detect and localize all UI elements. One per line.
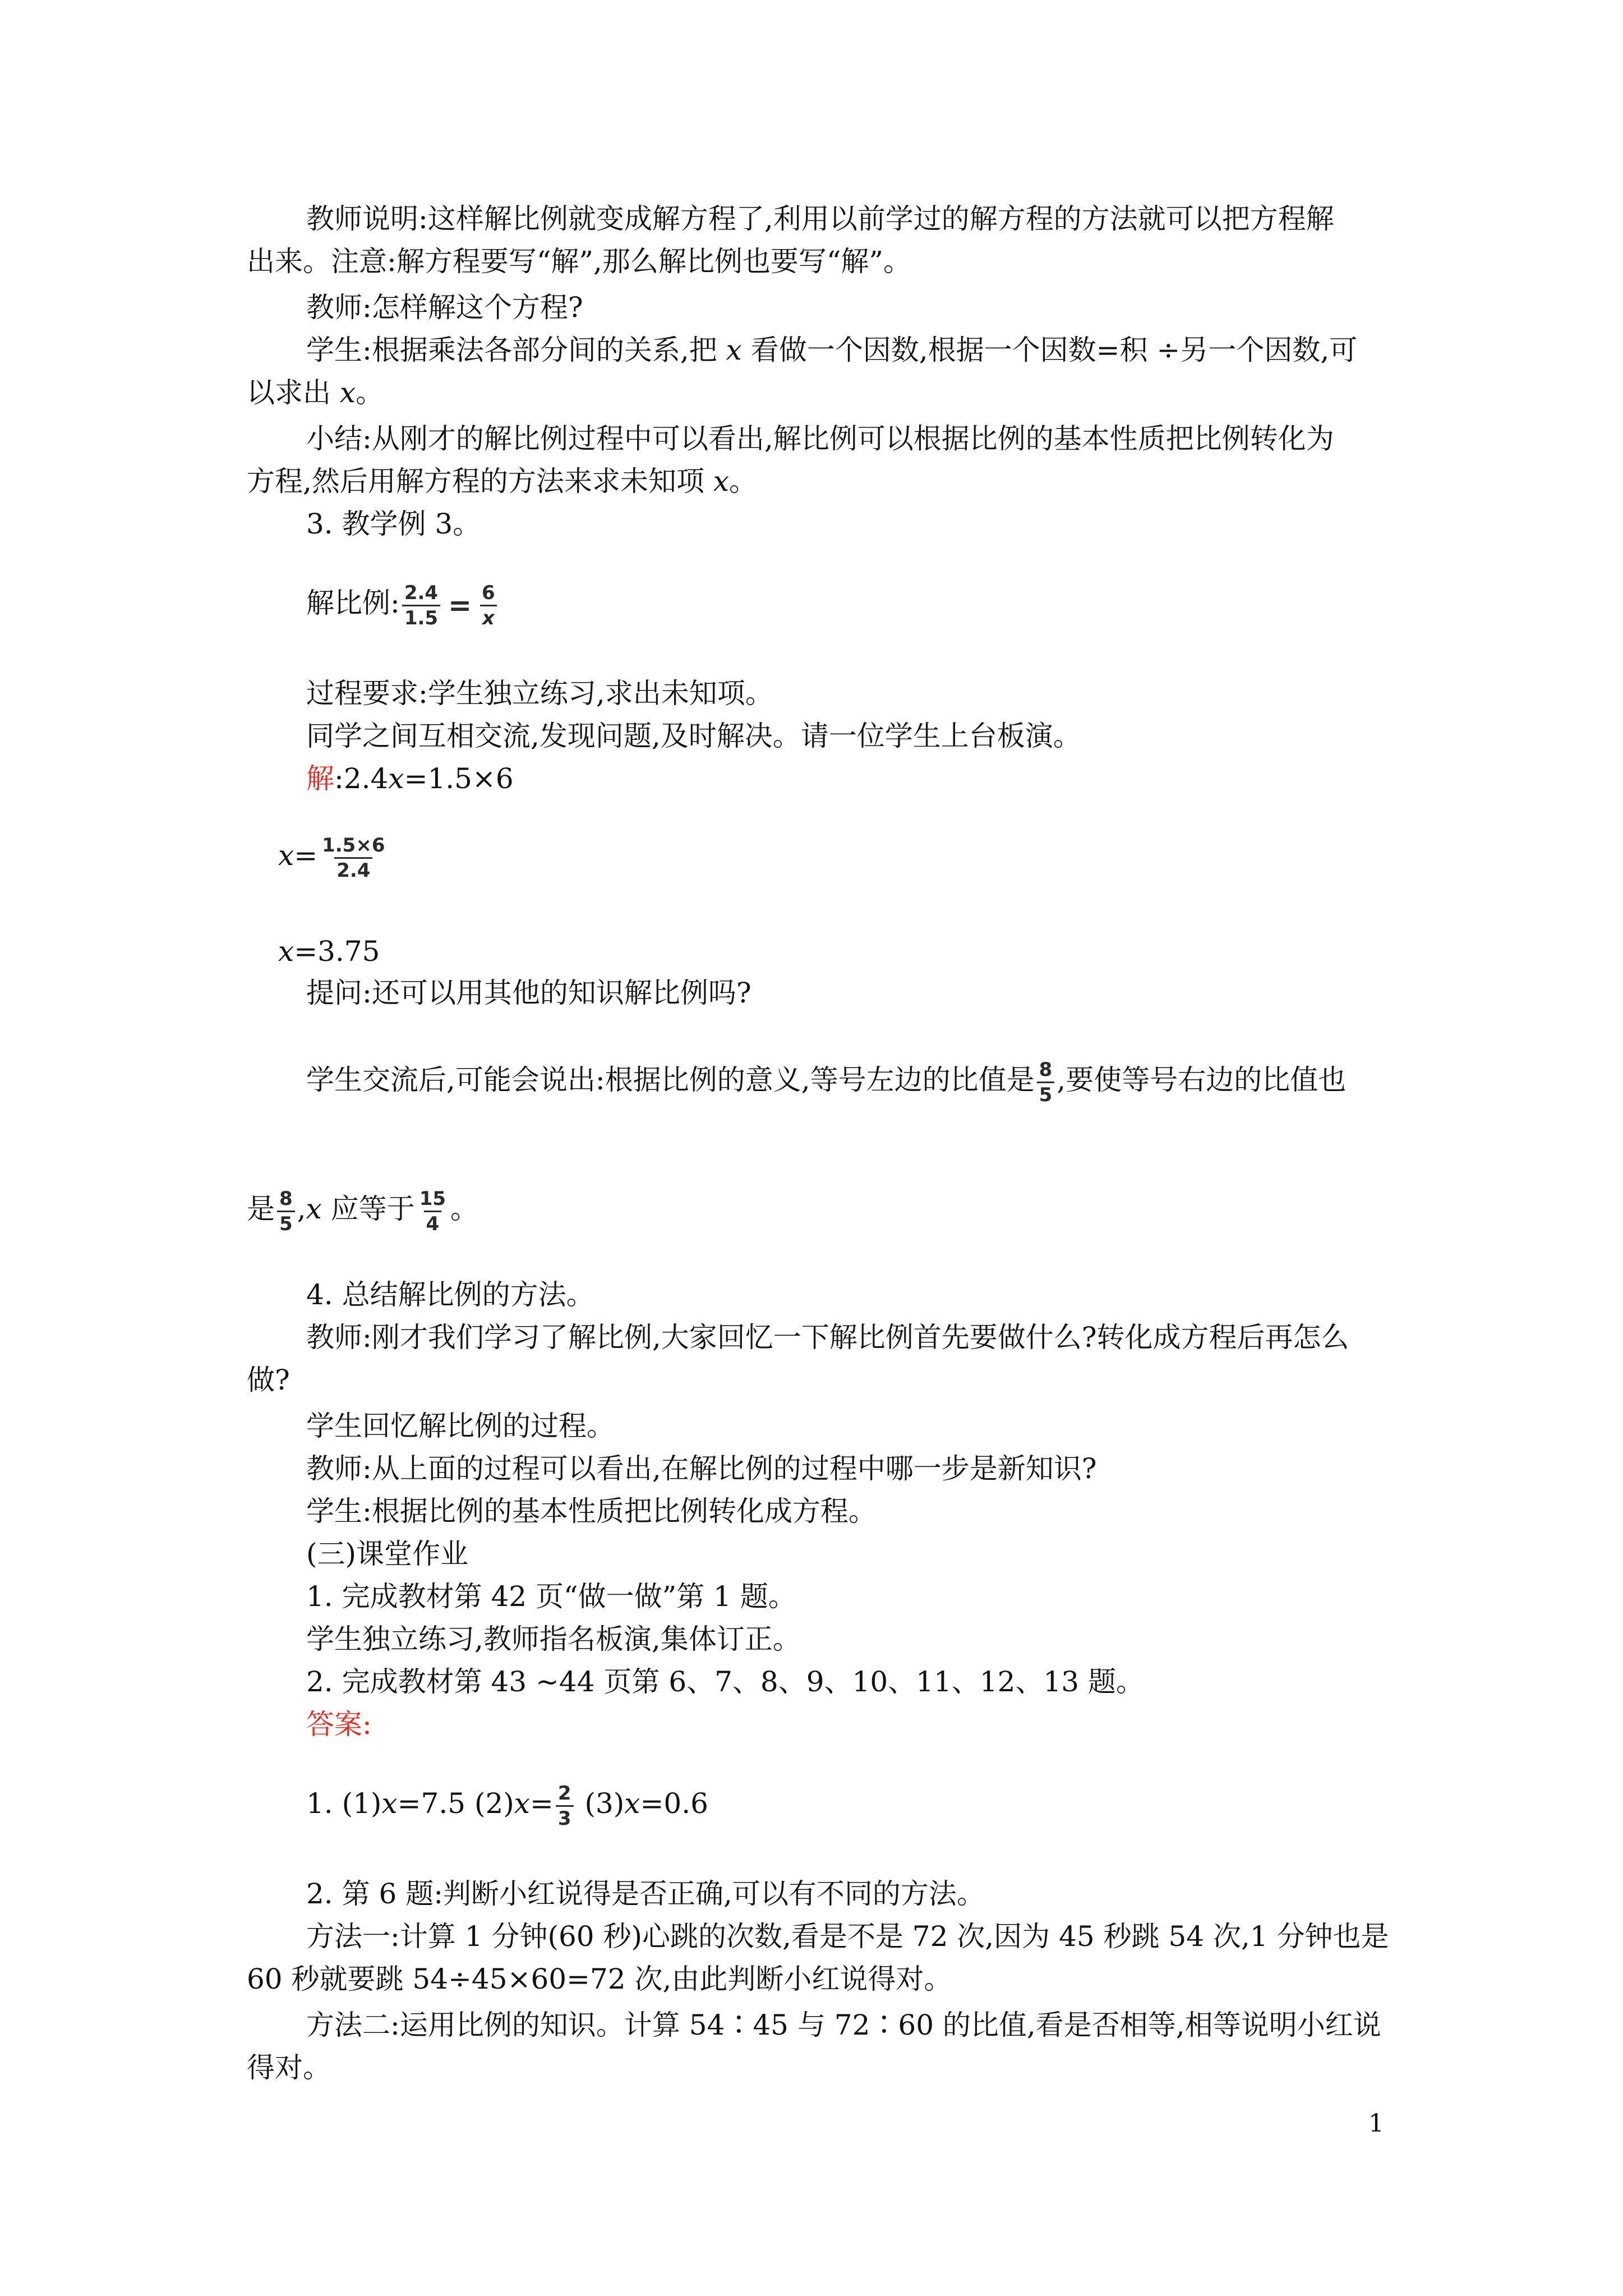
text: 2. 第 6 题:判断小红说得是否正确,可以有不同的方法。 bbox=[306, 1878, 985, 1910]
variable-x: x bbox=[514, 1787, 530, 1820]
text: 学生交流后,可能会说出:根据比例的意义,等号左边的比值是 bbox=[306, 1064, 1035, 1096]
fraction bbox=[417, 1188, 448, 1235]
paragraph-line bbox=[247, 464, 757, 498]
text: 得对。 bbox=[247, 2051, 331, 2084]
paragraph-line bbox=[306, 1580, 796, 1613]
text: 4. 总结解比例的方法。 bbox=[306, 1278, 594, 1311]
text: 解比例: bbox=[306, 587, 400, 619]
paragraph-line bbox=[306, 677, 773, 710]
text: 以求出 bbox=[247, 376, 340, 409]
numerator: 15 bbox=[419, 1187, 446, 1210]
text: 学生:根据比例的基本性质把比例转化成方程。 bbox=[306, 1495, 877, 1527]
solution-line bbox=[306, 762, 514, 795]
numerator: 2.4 bbox=[404, 581, 439, 604]
paragraph-line bbox=[306, 719, 1081, 753]
text: 方法二:运用比例的知识。计算 54∶45 与 72∶60 的比值,看是否相等,相等说明小红说 bbox=[306, 2009, 1381, 2041]
text: 教师:从上面的过程可以看出,在解比例的过程中哪一步是新知识? bbox=[306, 1452, 1097, 1485]
text: 做? bbox=[247, 1364, 290, 1396]
text: 方法一:计算 1 分钟(60 秒)心跳的次数,看是不是 72 次,因为 45 秒跳 54 次,1 分钟也是 bbox=[306, 1920, 1389, 1953]
fraction bbox=[1037, 1059, 1055, 1106]
denominator: 5 bbox=[1037, 1082, 1055, 1106]
text: = bbox=[294, 839, 318, 872]
text: 方程,然后用解方程的方法来求未知项 bbox=[247, 465, 713, 498]
text: (3) bbox=[575, 1787, 625, 1820]
paragraph-line bbox=[306, 1320, 1349, 1354]
text: 过程要求:学生独立练习,求出未知项。 bbox=[306, 677, 773, 710]
text: 学生:根据乘法各部分间的关系,把 bbox=[306, 334, 726, 366]
paragraph-line bbox=[306, 1409, 615, 1443]
text: 小结:从刚才的解比例过程中可以看出,解比例可以根据比例的基本性质把比例转化为 bbox=[306, 422, 1334, 455]
solution-label: 解 bbox=[306, 762, 334, 795]
variable-x: x bbox=[339, 376, 356, 409]
text: 教师:刚才我们学习了解比例,大家回忆一下解比例首先要做什么?转化成方程后再怎么 bbox=[306, 1321, 1349, 1354]
text: =7.5 (2) bbox=[397, 1787, 514, 1820]
text: 提问:还可以用其他的知识解比例吗? bbox=[306, 977, 751, 1009]
numerator: 6 bbox=[482, 581, 495, 604]
paragraph-line bbox=[247, 1184, 478, 1235]
text: 1. 完成教材第 42 页“做一做”第 1 题。 bbox=[306, 1580, 796, 1613]
paragraph-line bbox=[306, 291, 583, 324]
text: :2.4 bbox=[334, 762, 389, 795]
section-heading bbox=[306, 1537, 468, 1571]
text: = bbox=[529, 1787, 554, 1820]
text: 2. 完成教材第 43 ~44 页第 6、7、8、9、10、11、12、13 题。 bbox=[306, 1665, 1144, 1698]
text: 答案: bbox=[306, 1708, 372, 1741]
equation-line bbox=[306, 578, 500, 631]
text: 。 bbox=[729, 465, 757, 498]
numerator: 8 bbox=[1039, 1058, 1053, 1081]
text: 同学之间互相交流,发现问题,及时解决。请一位学生上台板演。 bbox=[306, 720, 1081, 752]
text: =3.75 bbox=[294, 935, 380, 968]
equation-line bbox=[278, 935, 380, 968]
variable-x: x bbox=[624, 1787, 640, 1820]
variable-x: x bbox=[388, 762, 404, 795]
paragraph-line bbox=[247, 1962, 952, 1996]
paragraph-line bbox=[306, 422, 1334, 455]
paragraph-line bbox=[306, 1665, 1144, 1699]
variable-x: x bbox=[278, 839, 294, 872]
paragraph-line bbox=[306, 333, 1357, 367]
variable-x: x bbox=[278, 935, 294, 968]
paragraph-line bbox=[306, 1622, 801, 1656]
text: 学生回忆解比例的过程。 bbox=[306, 1410, 615, 1442]
text: ,要使等号右边的比值也 bbox=[1057, 1064, 1347, 1096]
text: 60 秒就要跳 54÷45×60=72 次,由此判断小红说得对。 bbox=[247, 1963, 952, 1995]
answer-line bbox=[306, 1778, 708, 1829]
variable-x: x bbox=[726, 334, 742, 366]
fraction bbox=[479, 582, 497, 629]
text: 1. (1) bbox=[306, 1787, 382, 1820]
answer-label bbox=[306, 1708, 372, 1741]
denominator: 5 bbox=[277, 1211, 295, 1235]
denominator: 4 bbox=[424, 1211, 442, 1235]
section-heading bbox=[306, 507, 481, 541]
paragraph-line bbox=[306, 1920, 1389, 1953]
fraction bbox=[277, 1188, 295, 1235]
paragraph-line bbox=[306, 2008, 1381, 2042]
paragraph-line bbox=[247, 2051, 331, 2085]
text: 出来。注意:解方程要写“解”,那么解比例也要写“解”。 bbox=[247, 245, 911, 278]
text: 3. 教学例 3。 bbox=[306, 508, 481, 540]
text: (三)课堂作业 bbox=[306, 1538, 469, 1570]
text: 看做一个因数,根据一个因数=积 ÷另一个因数,可 bbox=[741, 334, 1358, 366]
paragraph-line bbox=[247, 376, 384, 409]
paragraph-line bbox=[306, 1452, 1097, 1485]
equation-line bbox=[278, 830, 390, 881]
paragraph-line bbox=[306, 976, 751, 1010]
fraction bbox=[320, 835, 387, 881]
text: 是 bbox=[247, 1193, 275, 1225]
text: 教师说明:这样解比例就变成解方程了,利用以前学过的解方程的方法就可以把方程解 bbox=[306, 203, 1334, 235]
text: 。 bbox=[356, 376, 384, 409]
denominator: 1.5 bbox=[402, 605, 440, 629]
numerator: 2 bbox=[557, 1782, 571, 1805]
paragraph-line bbox=[247, 1363, 290, 1397]
paragraph-line bbox=[247, 245, 911, 278]
denominator: x bbox=[480, 605, 497, 629]
equals-sign: = bbox=[448, 589, 472, 622]
variable-x: x bbox=[381, 1787, 398, 1820]
text: 教师:怎样解这个方程? bbox=[306, 291, 583, 324]
section-heading bbox=[306, 1278, 594, 1312]
paragraph-line bbox=[306, 1494, 877, 1528]
variable-x: x bbox=[713, 465, 729, 498]
text: 。 bbox=[450, 1193, 479, 1225]
text: =0.6 bbox=[640, 1787, 708, 1820]
text: 学生独立练习,教师指名板演,集体订正。 bbox=[306, 1623, 801, 1655]
fraction bbox=[556, 1783, 574, 1829]
numerator: 8 bbox=[279, 1187, 293, 1210]
denominator: 2.4 bbox=[334, 857, 372, 881]
text: , bbox=[297, 1193, 306, 1225]
text: 应等于 bbox=[321, 1193, 415, 1225]
fraction bbox=[402, 582, 440, 629]
denominator: 3 bbox=[556, 1805, 574, 1829]
paragraph-line bbox=[306, 202, 1334, 236]
numerator: 1.5×6 bbox=[322, 834, 385, 857]
variable-x: x bbox=[306, 1193, 322, 1225]
text: =1.5×6 bbox=[404, 762, 514, 795]
paragraph-line bbox=[306, 1877, 985, 1911]
paragraph-line bbox=[306, 1055, 1346, 1106]
page-number: 1 bbox=[1368, 2109, 1384, 2138]
